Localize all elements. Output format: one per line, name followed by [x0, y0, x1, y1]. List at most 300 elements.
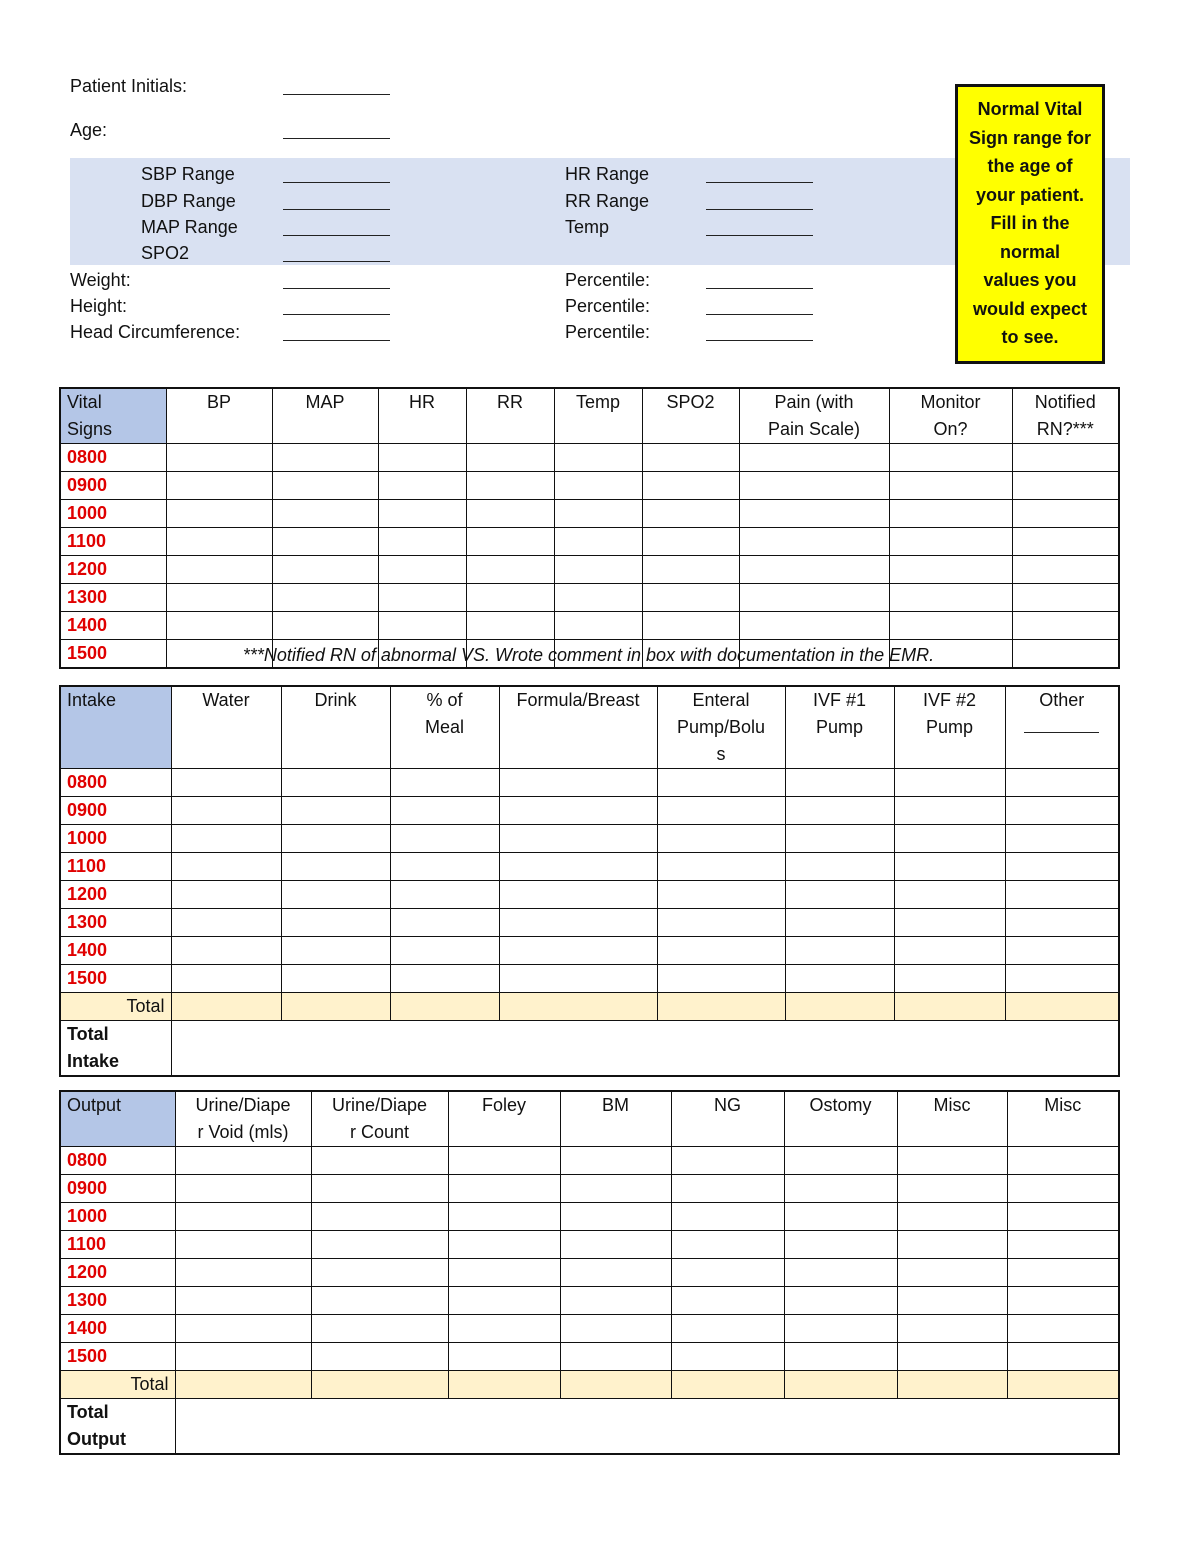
intake-entry-cell[interactable] [171, 769, 281, 797]
vitals-entry-cell[interactable] [889, 444, 1012, 472]
vitals-entry-cell[interactable] [378, 612, 466, 640]
intake-entry-cell[interactable] [785, 825, 894, 853]
output-entry-cell[interactable] [897, 1203, 1007, 1231]
intake-entry-cell[interactable] [171, 909, 281, 937]
intake-entry-cell[interactable] [390, 825, 499, 853]
output-entry-cell[interactable] [784, 1147, 897, 1175]
total-cell[interactable] [671, 1371, 784, 1399]
intake-entry-cell[interactable] [785, 965, 894, 993]
map-range-label: MAP Range [141, 217, 238, 237]
output-entry-cell[interactable] [671, 1343, 784, 1371]
vitals-entry-cell[interactable] [378, 556, 466, 584]
output-entry-cell[interactable] [311, 1259, 448, 1287]
head-circumference-field[interactable] [283, 340, 390, 341]
intake-entry-cell[interactable] [894, 937, 1005, 965]
output-entry-cell[interactable] [311, 1203, 448, 1231]
output-corner: Output [60, 1091, 175, 1147]
intake-entry-cell[interactable] [894, 881, 1005, 909]
output-entry-cell[interactable] [560, 1147, 671, 1175]
temp-range-field[interactable] [706, 235, 813, 236]
vitals-row [60, 444, 1119, 472]
vitals-entry-cell[interactable] [554, 612, 642, 640]
col-rr [466, 388, 554, 444]
col-line: SPO2 [666, 392, 715, 412]
vitals-entry-cell[interactable] [739, 612, 889, 640]
total-cell[interactable] [785, 993, 894, 1021]
time-label: 1400 [60, 612, 166, 640]
intake-entry-cell[interactable] [390, 937, 499, 965]
total-cell[interactable] [894, 993, 1005, 1021]
intake-total-row [60, 993, 1119, 1021]
output-entry-cell[interactable] [560, 1343, 671, 1371]
output-entry-cell[interactable] [897, 1259, 1007, 1287]
intake-entry-cell[interactable] [499, 909, 657, 937]
intake-entry-cell[interactable] [657, 965, 785, 993]
col-line: On? [933, 419, 968, 439]
intake-row [60, 965, 1119, 993]
output-entry-cell[interactable] [897, 1147, 1007, 1175]
intake-entry-cell[interactable] [785, 853, 894, 881]
intake-entry-cell[interactable] [390, 909, 499, 937]
output-entry-cell[interactable] [897, 1231, 1007, 1259]
age-field[interactable] [283, 138, 390, 139]
time-label: 1100 [60, 1231, 175, 1259]
vitals-row [60, 584, 1119, 612]
vitals-entry-cell[interactable] [1012, 528, 1119, 556]
output-entry-cell[interactable] [897, 1287, 1007, 1315]
hr-range-label: HR Range [565, 164, 650, 184]
output-row [60, 1147, 1119, 1175]
vitals-entry-cell[interactable] [554, 528, 642, 556]
col-line: Monitor [920, 392, 981, 412]
output-entry-cell[interactable] [560, 1175, 671, 1203]
vital-signs-header-row [60, 388, 1119, 444]
output-entry-cell[interactable] [784, 1287, 897, 1315]
col-line: Temp [575, 392, 620, 412]
time-label: 0800 [60, 769, 171, 797]
vitals-entry-cell[interactable] [272, 472, 378, 500]
output-row [60, 1315, 1119, 1343]
output-entry-cell[interactable] [175, 1147, 311, 1175]
intake-entry-cell[interactable] [894, 909, 1005, 937]
intake-entry-cell[interactable] [657, 881, 785, 909]
vitals-row [60, 500, 1119, 528]
vitals-entry-cell[interactable] [166, 556, 272, 584]
vitals-entry-cell[interactable] [466, 584, 554, 612]
col-temp [554, 388, 642, 444]
intake-entry-cell[interactable] [390, 769, 499, 797]
col-ivf2 [894, 686, 1005, 769]
total-output-value[interactable] [175, 1399, 1119, 1455]
vitals-entry-cell[interactable] [554, 500, 642, 528]
intake-entry-cell[interactable] [390, 881, 499, 909]
output-entry-cell[interactable] [175, 1231, 311, 1259]
vitals-entry-cell[interactable] [378, 472, 466, 500]
total-intake-value[interactable] [171, 1021, 1119, 1077]
total-cell[interactable] [311, 1371, 448, 1399]
map-range-field[interactable] [283, 235, 390, 236]
head-percentile-field[interactable] [706, 340, 813, 341]
intake-entry-cell[interactable] [499, 769, 657, 797]
intake-entry-cell[interactable] [171, 937, 281, 965]
sbp-range-field[interactable] [283, 182, 390, 183]
vitals-entry-cell[interactable] [739, 584, 889, 612]
output-entry-cell[interactable] [175, 1259, 311, 1287]
intake-entry-cell[interactable] [657, 769, 785, 797]
vitals-entry-cell[interactable] [642, 528, 739, 556]
vitals-entry-cell[interactable] [1012, 612, 1119, 640]
intake-entry-cell[interactable] [281, 937, 390, 965]
col-line: Pain (with [774, 392, 854, 412]
vitals-entry-cell[interactable] [642, 556, 739, 584]
vitals-entry-cell[interactable] [1012, 444, 1119, 472]
output-entry-cell[interactable] [1007, 1147, 1119, 1175]
col-ng [671, 1091, 784, 1147]
output-entry-cell[interactable] [784, 1343, 897, 1371]
col-notified [1012, 388, 1119, 444]
intake-grand-total-row [60, 1021, 1119, 1077]
head-percentile-label: Percentile: [565, 322, 651, 342]
output-entry-cell[interactable] [671, 1287, 784, 1315]
output-entry-cell[interactable] [311, 1147, 448, 1175]
vitals-row [60, 556, 1119, 584]
height-percentile-field[interactable] [706, 314, 813, 315]
output-entry-cell[interactable] [560, 1315, 671, 1343]
note-line: normal [999, 241, 1060, 262]
col-line: Ostomy [809, 1095, 872, 1115]
col-foley [448, 1091, 560, 1147]
vitals-entry-cell[interactable] [889, 584, 1012, 612]
intake-entry-cell[interactable] [1005, 909, 1119, 937]
intake-entry-cell[interactable] [1005, 797, 1119, 825]
output-total-row [60, 1371, 1119, 1399]
rr-range-field[interactable] [706, 209, 813, 210]
intake-entry-cell[interactable] [281, 769, 390, 797]
output-entry-cell[interactable] [897, 1343, 1007, 1371]
output-row [60, 1259, 1119, 1287]
vitals-entry-cell[interactable] [889, 556, 1012, 584]
vitals-entry-cell[interactable] [378, 444, 466, 472]
vitals-entry-cell[interactable] [166, 500, 272, 528]
total-cell[interactable] [1007, 1371, 1119, 1399]
intake-entry-cell[interactable] [281, 853, 390, 881]
intake-entry-cell[interactable] [1005, 853, 1119, 881]
vitals-entry-cell[interactable] [272, 584, 378, 612]
col-monitor [889, 388, 1012, 444]
col-line: Misc [1044, 1095, 1082, 1115]
output-entry-cell[interactable] [1007, 1231, 1119, 1259]
vitals-entry-cell[interactable] [554, 584, 642, 612]
vitals-entry-cell[interactable] [466, 500, 554, 528]
note-line: the age of [987, 156, 1073, 176]
output-entry-cell[interactable] [671, 1259, 784, 1287]
time-label: 0900 [60, 472, 166, 500]
vitals-entry-cell[interactable] [272, 444, 378, 472]
time-label: 1200 [60, 556, 166, 584]
col-bp [166, 388, 272, 444]
weight-percentile-field[interactable] [706, 288, 813, 289]
intake-row [60, 825, 1119, 853]
output-entry-cell[interactable] [448, 1315, 560, 1343]
col-line: r Void (mls) [197, 1122, 289, 1142]
vitals-entry-cell[interactable] [272, 612, 378, 640]
intake-entry-cell[interactable] [171, 825, 281, 853]
intake-entry-cell[interactable] [281, 881, 390, 909]
output-entry-cell[interactable] [1007, 1203, 1119, 1231]
vitals-entry-cell[interactable] [378, 500, 466, 528]
hr-range-field[interactable] [706, 182, 813, 183]
output-entry-cell[interactable] [897, 1315, 1007, 1343]
intake-entry-cell[interactable] [390, 797, 499, 825]
output-table [59, 1090, 1120, 1455]
intake-entry-cell[interactable] [785, 881, 894, 909]
output-entry-cell[interactable] [311, 1231, 448, 1259]
intake-entry-cell[interactable] [894, 797, 1005, 825]
vitals-entry-cell[interactable] [889, 528, 1012, 556]
total-cell[interactable] [657, 993, 785, 1021]
output-entry-cell[interactable] [175, 1343, 311, 1371]
vitals-entry-cell[interactable] [466, 472, 554, 500]
output-entry-cell[interactable] [560, 1231, 671, 1259]
intake-entry-cell[interactable] [171, 853, 281, 881]
intake-entry-cell[interactable] [499, 853, 657, 881]
output-entry-cell[interactable] [1007, 1259, 1119, 1287]
vitals-entry-cell[interactable] [554, 472, 642, 500]
output-body [60, 1147, 1119, 1371]
time-label: 1300 [60, 584, 166, 612]
intake-entry-cell[interactable] [1005, 769, 1119, 797]
intake-entry-cell[interactable] [390, 965, 499, 993]
col-line: s [716, 744, 726, 764]
intake-entry-cell[interactable] [657, 853, 785, 881]
intake-entry-cell[interactable] [281, 797, 390, 825]
time-label: 0800 [60, 444, 166, 472]
col-line: NG [714, 1095, 741, 1115]
output-entry-cell[interactable] [448, 1287, 560, 1315]
output-entry-cell[interactable] [311, 1175, 448, 1203]
intake-entry-cell[interactable] [785, 797, 894, 825]
vitals-entry-cell[interactable] [642, 612, 739, 640]
intake-entry-cell[interactable] [499, 965, 657, 993]
height-label: Height: [70, 296, 128, 316]
intake-entry-cell[interactable] [171, 797, 281, 825]
vitals-row [60, 472, 1119, 500]
col-line: Other [1039, 690, 1085, 710]
output-entry-cell[interactable] [448, 1231, 560, 1259]
vitals-entry-cell[interactable] [1012, 584, 1119, 612]
col-line: RN?*** [1036, 419, 1094, 439]
intake-entry-cell[interactable] [785, 909, 894, 937]
vitals-entry-cell[interactable] [642, 500, 739, 528]
vitals-entry-cell[interactable] [166, 612, 272, 640]
intake-entry-cell[interactable] [894, 769, 1005, 797]
output-entry-cell[interactable] [175, 1287, 311, 1315]
col-line: Foley [481, 1095, 526, 1115]
vitals-entry-cell[interactable] [378, 528, 466, 556]
intake-entry-cell[interactable] [281, 965, 390, 993]
vitals-entry-cell[interactable] [739, 528, 889, 556]
total-cell[interactable] [171, 993, 281, 1021]
output-entry-cell[interactable] [448, 1203, 560, 1231]
output-entry-cell[interactable] [311, 1287, 448, 1315]
intake-entry-cell[interactable] [894, 825, 1005, 853]
intake-entry-cell[interactable] [785, 769, 894, 797]
vitals-entry-cell[interactable] [166, 472, 272, 500]
patient-initials-field[interactable] [283, 94, 390, 95]
output-entry-cell[interactable] [560, 1203, 671, 1231]
vitals-entry-cell[interactable] [466, 556, 554, 584]
col-drink [281, 686, 390, 769]
output-entry-cell[interactable] [448, 1259, 560, 1287]
vitals-entry-cell[interactable] [739, 472, 889, 500]
intake-entry-cell[interactable] [1005, 965, 1119, 993]
output-entry-cell[interactable] [671, 1315, 784, 1343]
col-line: Pump/Bolu [676, 717, 766, 737]
height-field[interactable] [283, 314, 390, 315]
output-row [60, 1231, 1119, 1259]
output-entry-cell[interactable] [1007, 1343, 1119, 1371]
output-entry-cell[interactable] [448, 1147, 560, 1175]
intake-table [59, 685, 1120, 1077]
intake-corner: Intake [60, 686, 171, 769]
dbp-range-field[interactable] [283, 209, 390, 210]
height-percentile-label: Percentile: [565, 296, 651, 316]
time-label: 0800 [60, 1147, 175, 1175]
vitals-entry-cell[interactable] [642, 444, 739, 472]
intake-entry-cell[interactable] [894, 853, 1005, 881]
vitals-entry-cell[interactable] [739, 556, 889, 584]
time-label: 1000 [60, 825, 171, 853]
vitals-entry-cell[interactable] [1012, 556, 1119, 584]
total-cell[interactable] [1005, 993, 1119, 1021]
output-entry-cell[interactable] [311, 1315, 448, 1343]
vitals-entry-cell[interactable] [554, 556, 642, 584]
intake-entry-cell[interactable] [657, 797, 785, 825]
intake-entry-cell[interactable] [281, 909, 390, 937]
vitals-entry-cell[interactable] [378, 584, 466, 612]
col-line: Enteral [692, 690, 750, 710]
output-row [60, 1203, 1119, 1231]
output-entry-cell[interactable] [784, 1315, 897, 1343]
spo2-field[interactable] [283, 261, 390, 262]
vitals-entry-cell[interactable] [642, 584, 739, 612]
vitals-entry-cell[interactable] [166, 444, 272, 472]
total-cell[interactable] [390, 993, 499, 1021]
output-entry-cell[interactable] [1007, 1315, 1119, 1343]
output-entry-cell[interactable] [671, 1175, 784, 1203]
output-entry-cell[interactable] [671, 1147, 784, 1175]
vitals-entry-cell[interactable] [272, 556, 378, 584]
col-line: Drink [314, 690, 357, 710]
weight-field[interactable] [283, 288, 390, 289]
intake-entry-cell[interactable] [499, 797, 657, 825]
col-pain [739, 388, 889, 444]
output-entry-cell[interactable] [560, 1287, 671, 1315]
intake-entry-cell[interactable] [171, 881, 281, 909]
col-line: BP [206, 392, 231, 412]
vitals-entry-cell[interactable] [466, 528, 554, 556]
total-cell[interactable] [499, 993, 657, 1021]
intake-entry-cell[interactable] [1005, 937, 1119, 965]
vitals-entry-cell[interactable] [1012, 500, 1119, 528]
intake-entry-cell[interactable] [657, 937, 785, 965]
output-entry-cell[interactable] [175, 1203, 311, 1231]
total-cell[interactable] [448, 1371, 560, 1399]
intake-entry-cell[interactable] [499, 937, 657, 965]
vitals-entry-cell[interactable] [272, 528, 378, 556]
output-entry-cell[interactable] [448, 1175, 560, 1203]
total-cell[interactable] [281, 993, 390, 1021]
output-entry-cell[interactable] [560, 1259, 671, 1287]
intake-entry-cell[interactable] [894, 965, 1005, 993]
output-entry-cell[interactable] [311, 1343, 448, 1371]
output-entry-cell[interactable] [1007, 1175, 1119, 1203]
col-hr [378, 388, 466, 444]
vitals-entry-cell[interactable] [1012, 472, 1119, 500]
vitals-row [60, 528, 1119, 556]
total-cell[interactable] [897, 1371, 1007, 1399]
total-cell[interactable] [784, 1371, 897, 1399]
intake-entry-cell[interactable] [281, 825, 390, 853]
output-entry-cell[interactable] [784, 1175, 897, 1203]
output-entry-cell[interactable] [784, 1259, 897, 1287]
total-cell[interactable] [175, 1371, 311, 1399]
intake-entry-cell[interactable] [657, 909, 785, 937]
intake-entry-cell[interactable] [499, 825, 657, 853]
intake-entry-cell[interactable] [390, 853, 499, 881]
vitals-entry-cell[interactable] [554, 444, 642, 472]
col-line: Formula/Breast [516, 690, 640, 710]
total-intake-label [60, 1021, 171, 1077]
vitals-entry-cell[interactable] [889, 500, 1012, 528]
intake-entry-cell[interactable] [785, 937, 894, 965]
output-entry-cell[interactable] [448, 1343, 560, 1371]
vitals-entry-cell[interactable] [739, 500, 889, 528]
vitals-entry-cell[interactable] [166, 584, 272, 612]
output-entry-cell[interactable] [784, 1231, 897, 1259]
vitals-entry-cell[interactable] [889, 472, 1012, 500]
vitals-entry-cell[interactable] [272, 500, 378, 528]
intake-entry-cell[interactable] [657, 825, 785, 853]
output-entry-cell[interactable] [175, 1315, 311, 1343]
intake-row [60, 769, 1119, 797]
vitals-entry-cell[interactable] [166, 528, 272, 556]
vitals-entry-cell[interactable] [466, 612, 554, 640]
output-entry-cell[interactable] [671, 1203, 784, 1231]
intake-row [60, 937, 1119, 965]
total-cell[interactable] [560, 1371, 671, 1399]
col-map [272, 388, 378, 444]
vitals-entry-cell[interactable] [466, 444, 554, 472]
vitals-entry-cell[interactable] [642, 472, 739, 500]
vitals-entry-cell[interactable] [889, 612, 1012, 640]
output-entry-cell[interactable] [175, 1175, 311, 1203]
other-blank[interactable] [1024, 718, 1099, 733]
output-entry-cell[interactable] [784, 1203, 897, 1231]
output-entry-cell[interactable] [1007, 1287, 1119, 1315]
vital-signs-corner [60, 388, 166, 444]
intake-entry-cell[interactable] [499, 881, 657, 909]
label-line: Total [67, 1402, 109, 1422]
col-line: r Count [349, 1122, 410, 1142]
vitals-entry-cell[interactable] [739, 444, 889, 472]
intake-entry-cell[interactable] [1005, 881, 1119, 909]
output-entry-cell[interactable] [897, 1175, 1007, 1203]
head-circumference-label: Head Circumference: [70, 322, 241, 342]
intake-entry-cell[interactable] [171, 965, 281, 993]
intake-entry-cell[interactable] [1005, 825, 1119, 853]
output-entry-cell[interactable] [671, 1231, 784, 1259]
